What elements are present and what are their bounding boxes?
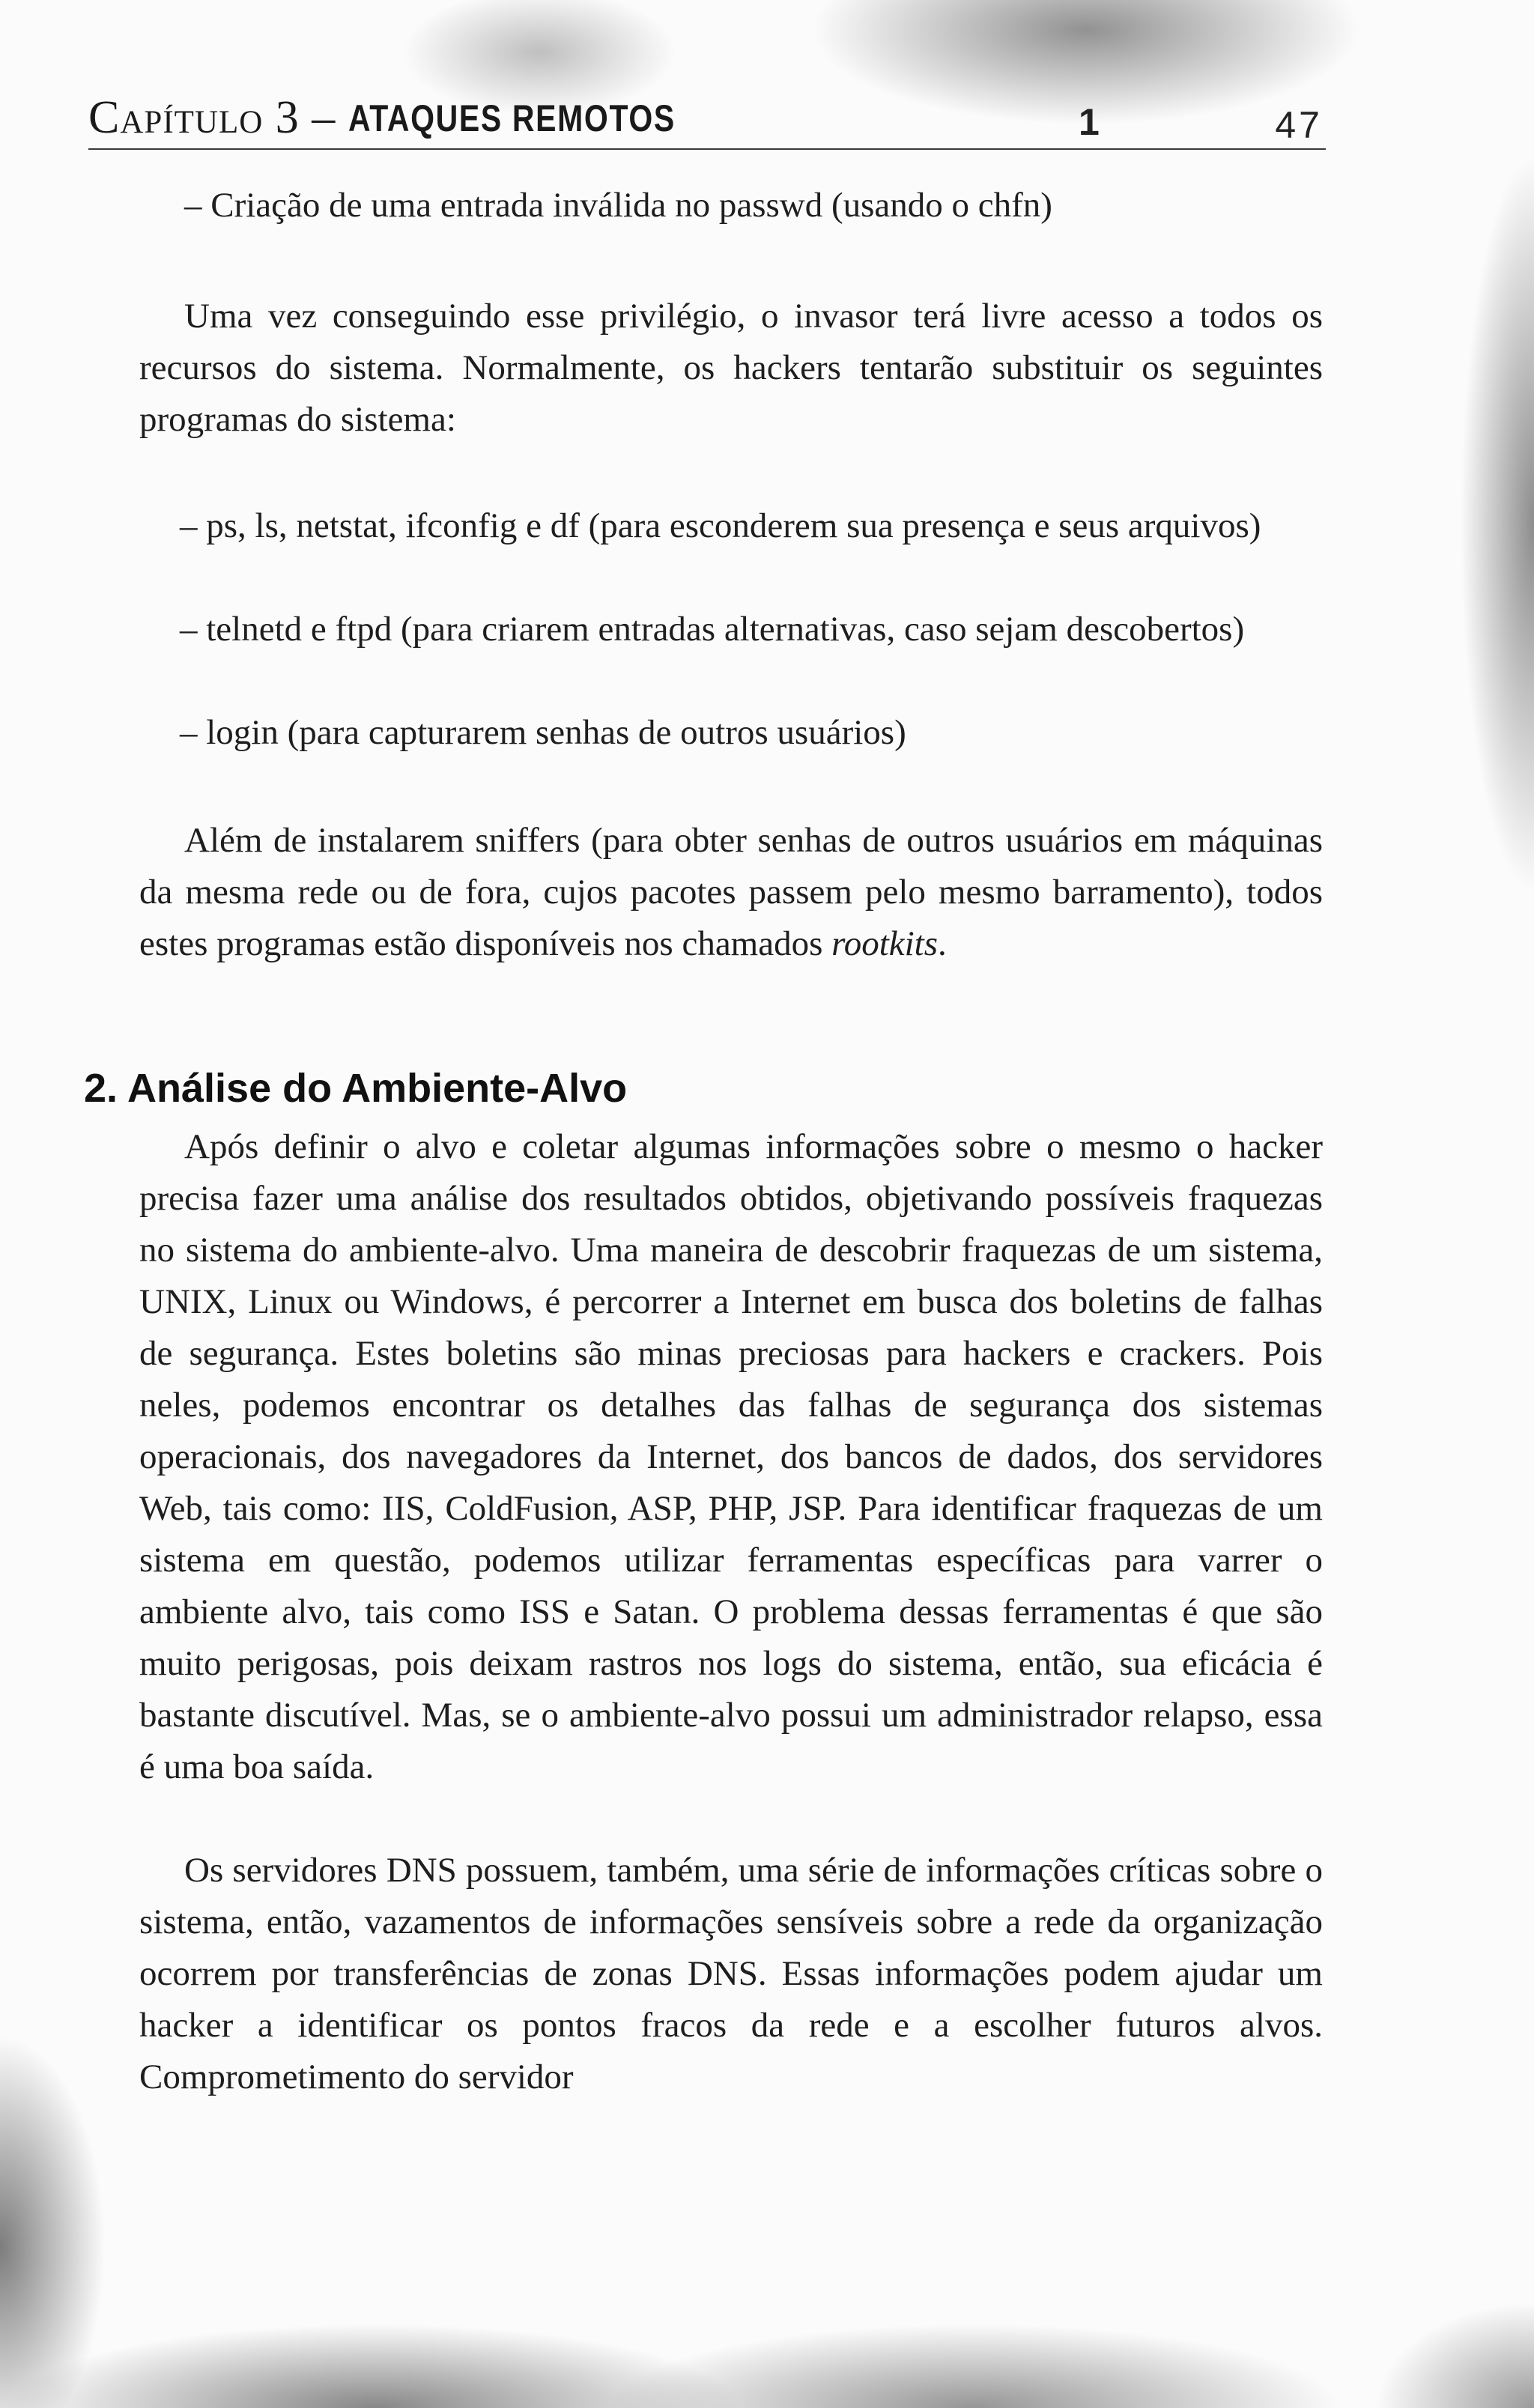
bullet-item-1: – ps, ls, netstat, ifconfig e df (para esconderem sua presença e seus arquivos) (180, 506, 1261, 545)
bullet-item-2: – telnetd e ftpd (para criarem entradas alternativas, caso sejam descobertos) (180, 610, 1245, 649)
paragraph-2 (139, 815, 1323, 970)
chapter-heading (88, 91, 748, 145)
chapter-label: Capítulo 3 (88, 92, 300, 143)
page-number: 47 (1275, 104, 1323, 146)
top-list-item: – Criação de uma entrada inválida no passwd (usando o chfn) (184, 186, 1052, 225)
paragraph-2-end: . (938, 924, 947, 963)
section-heading: 2. Análise do Ambiente-Alvo (84, 1066, 628, 1111)
header-separator: – (299, 92, 348, 143)
running-header (88, 81, 1326, 150)
bullet-item-3: – login (para capturarem senhas de outros usuários) (180, 713, 906, 752)
paragraph-1: Uma vez conseguindo esse privilégio, o invasor terá livre acesso a todos os recursos do sistema. Normalmente, os hackers tentarão substituir os seguintes programas do sistema: (139, 297, 1323, 439)
paragraph-2-text: Além de instalarem sniffers (para obter senhas de outros usuários em máquinas da mesma rede ou de fora, cujos pacotes passem pelo mesmo barramento), todos estes programas estão disponíveis nos chamados (139, 821, 1323, 963)
chapter-title: ATAQUES REMOTOS (348, 97, 676, 139)
paragraph-3: Após definir o alvo e coletar algumas informações sobre o mesmo o hacker precisa fazer uma análise dos resultados obtidos, objetivando possíveis fraquezas no sistema do ambiente-alvo. Uma maneira de descobrir fraquezas de um sistema, UNIX, Linux ou Windows, é percorrer a Internet em busca dos boletins de falhas de segurança. Estes boletins são minas preciosas para hackers e crackers. Pois neles, podemos encontrar os detalhes das falhas de segurança dos sistemas operacionais, dos navegadores da Internet, dos bancos de dados, dos servidores Web, tais como: IIS, ColdFusion, ASP, PHP, JSP. Para identificar fraquezas de um sistema em questão, podemos utilizar ferramentas específicas para varrer o ambiente alvo, tais como ISS e Satan. O problema dessas ferramentas é que são muito perigosas, pois deixam rastros nos logs do sistema, então, sua eficácia é bastante discutível. Mas, se o ambiente-alvo possui um administrador relapso, essa é uma boa saída. (139, 1127, 1323, 1786)
paragraph-4: Os servidores DNS possuem, também, uma série de informações críticas sobre o sistema, então, vazamentos de informações sensíveis sobre a rede da organização ocorrem por transferências de zonas DNS. Essas informações podem ajudar um hacker a identificar os pontos fracos da rede e a escolher futuros alvos. Comprometimento do servidor (139, 1851, 1323, 2096)
rootkits-term: rootkits (831, 924, 939, 963)
header-mark: 1 (1079, 101, 1100, 143)
